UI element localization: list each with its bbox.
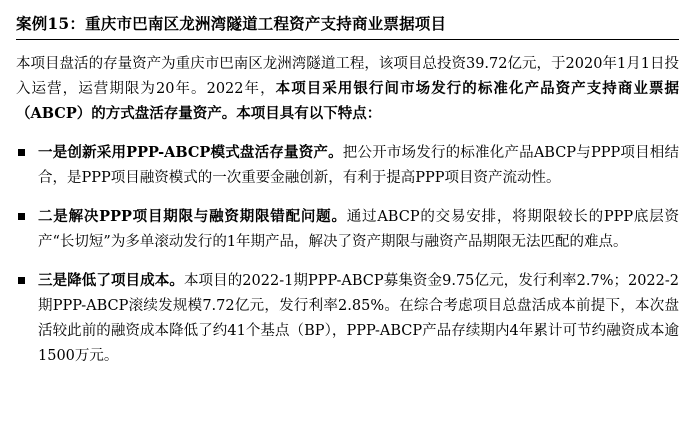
square-bullet-icon [18, 149, 25, 156]
list-item [16, 141, 679, 191]
list-item-text: 通过ABCP的交易安排，将期限较长的PPP底层资产“长切短”为多单滚动发行的1年期产品，解决了资产期限与融资产品期限无法匹配的难点。 [38, 208, 680, 250]
intro-paragraph [16, 52, 679, 127]
square-bullet-icon [18, 277, 25, 284]
list-item-text: 本项目的2022-1期PPP-ABCP募集资金9.75亿元，发行利率2.7%；2022-2期PPP-ABCP滚续发规模7.72亿元，发行利率2.85%。在综合考虑项目总盘活成本前提下，本次盘活较此前的融资成本降低了约41个基点（BP），PPP-ABCP产品存续期内4年累计可节约融资成本逾1500万元。 [38, 272, 680, 364]
list-item-lead: 三是降低了项目成本。 [38, 271, 184, 289]
list-item-text: 把公开市场发行的标准化产品ABCP与PPP项目相结合，是PPP项目融资模式的一次重要金融创新，有利于提高PPP项目资产流动性。 [38, 145, 680, 186]
page-title: 案例15：重庆市巴南区龙洲湾隧道工程资产支持商业票据项目 [16, 14, 447, 33]
intro-segment-normal: 本项目盘活的存量资产为重庆市巴南区龙洲湾隧道工程，该项目总投资39.72亿元，于2020年1月1日投入运营，运营期限为20年。2022年， [16, 56, 679, 98]
list-item-lead: 二是解决PPP项目期限与融资期限错配问题。 [38, 207, 347, 225]
list-item [16, 205, 679, 255]
list-item-lead: 一是创新采用PPP-ABCP模式盘活存量资产。 [38, 144, 343, 162]
list-item [16, 269, 679, 369]
square-bullet-icon [18, 213, 25, 220]
intro-segment-bold: 本项目采用银行间市场发行的标准化产品资产支持商业票据（ABCP）的方式盘活存量资产。本项目具有以下特点： [16, 80, 679, 123]
feature-list [16, 141, 679, 369]
title-divider [16, 39, 679, 40]
